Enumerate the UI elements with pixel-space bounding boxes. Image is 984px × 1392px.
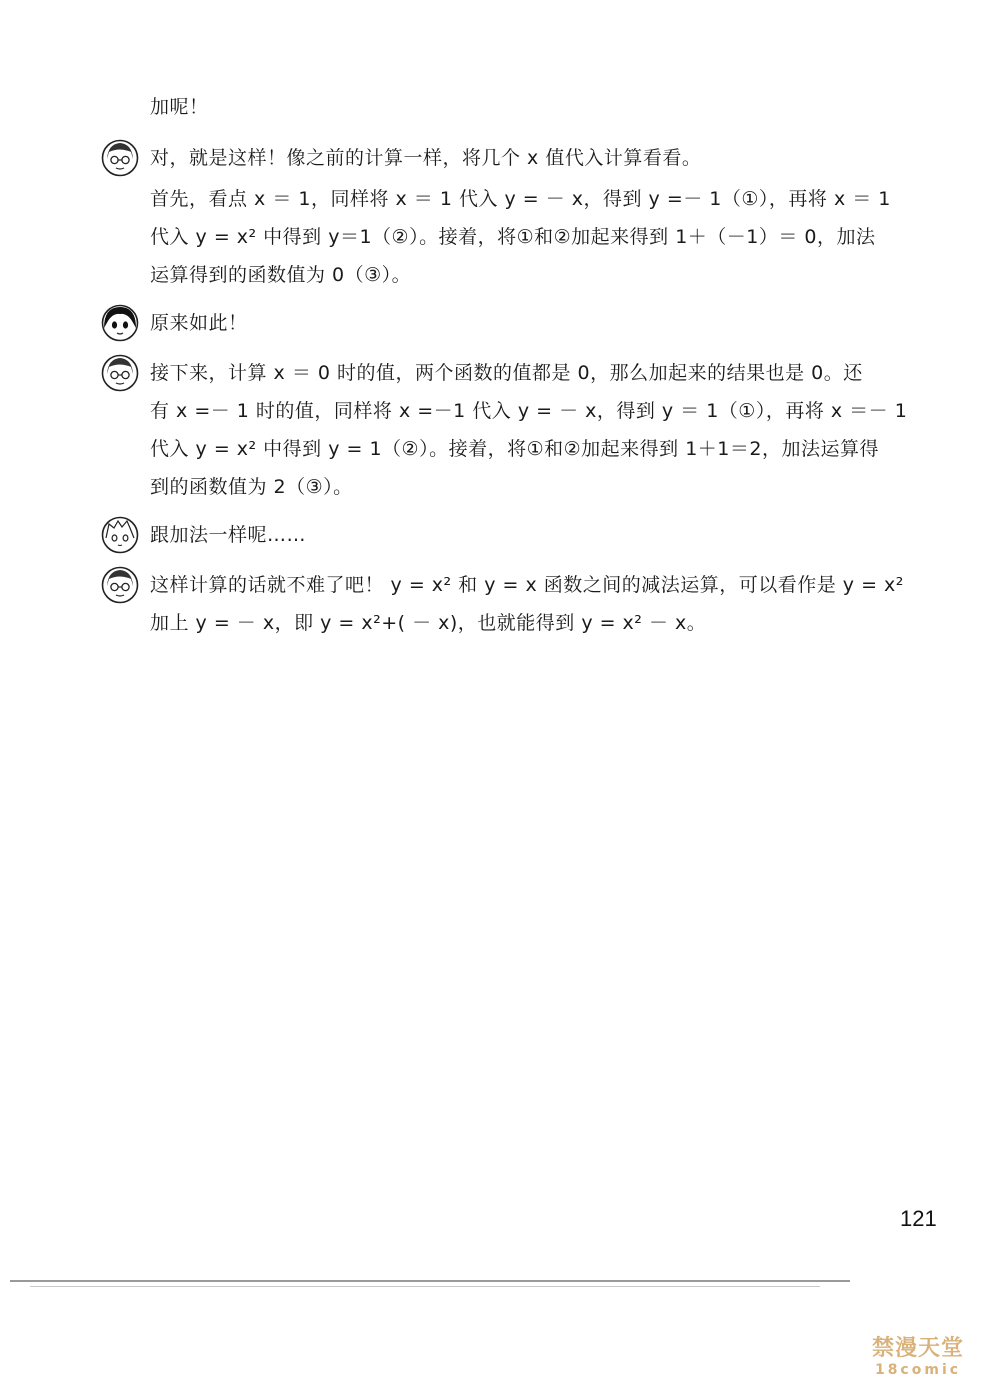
footer-divider xyxy=(30,1286,820,1287)
text-line: 首先，看点 x ＝ 1，同样将 x ＝ 1 代入 y = － x，得到 y =－ 1（①），再将 x ＝ 1 xyxy=(150,188,891,210)
footer-divider xyxy=(10,1280,850,1282)
watermark-subtitle: 18comic xyxy=(874,1362,962,1378)
text-line: 运算得到的函数值为 0（③）。 xyxy=(150,264,412,286)
text-line: 接下来，计算 x ＝ 0 时的值，两个函数的值都是 0，那么加起来的结果也是 0。还 xyxy=(150,362,863,384)
teacher-avatar-icon xyxy=(101,354,139,392)
text-line: 加呢！ xyxy=(150,96,209,118)
text-line: 这样计算的话就不难了吧！ y = x² 和 y = x 函数之间的减法运算，可以看作是 y = x² xyxy=(150,574,904,596)
text-line: 对，就是这样！像之前的计算一样，将几个 x 值代入计算看看。 xyxy=(150,147,702,169)
text-line: 跟加法一样呢…… xyxy=(150,524,307,546)
text-line: 代入 y = x² 中得到 y = 1（②）。接着，将①和②加起来得到 1＋1＝2，加法运算得 xyxy=(150,438,879,460)
teacher-avatar-icon xyxy=(101,139,139,177)
girl-avatar-icon xyxy=(101,516,139,554)
student-avatar-icon xyxy=(101,304,139,342)
text-line: 到的函数值为 2（③）。 xyxy=(150,476,353,498)
page-number: 121 xyxy=(900,1206,937,1231)
text-line: 原来如此！ xyxy=(150,312,248,334)
teacher-avatar-icon xyxy=(101,566,139,604)
watermark-logo xyxy=(866,1336,970,1378)
text-line: 加上 y = － x，即 y = x²+( － x)，也就能得到 y = x² － x。 xyxy=(150,612,707,634)
watermark-title: 禁漫天堂 xyxy=(871,1336,964,1361)
text-line: 代入 y = x² 中得到 y＝1（②）。接着，将①和②加起来得到 1＋（－1）＝ 0，加法 xyxy=(150,226,876,248)
text-line: 有 x =－ 1 时的值，同样将 x =－1 代入 y = － x，得到 y ＝ 1（①），再将 x ＝－ 1 xyxy=(150,400,908,422)
